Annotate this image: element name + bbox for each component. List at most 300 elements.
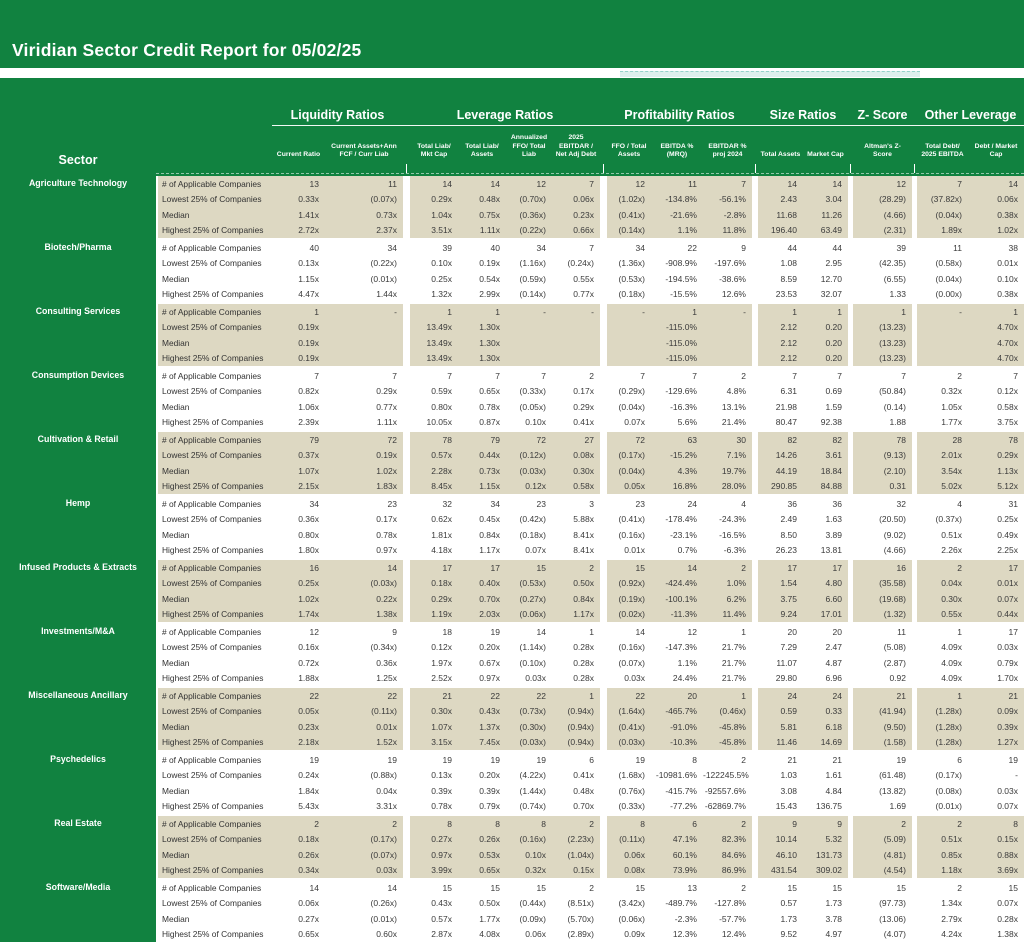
cell: 11.68 — [776, 209, 797, 220]
row-label: # of Applicable Companies — [162, 818, 262, 829]
cell: (0.27x) — [519, 593, 546, 604]
cell: 0.12x — [525, 481, 546, 492]
cell: 17 — [490, 562, 500, 573]
cell: 1.18x — [941, 865, 962, 876]
table-row — [158, 256, 1024, 272]
column-group-label: Liquidity Ratios — [290, 108, 385, 122]
cell: 21.7% — [721, 673, 746, 684]
cell: 14 — [687, 562, 697, 573]
cell: 7 — [392, 370, 397, 381]
cell: (0.14x) — [618, 225, 645, 236]
cell: 1 — [957, 690, 962, 701]
cell: 1.69 — [889, 801, 906, 812]
cell: 34 — [536, 242, 546, 253]
cell: 0.07x — [997, 593, 1018, 604]
cell: 21 — [1008, 690, 1018, 701]
cell: (0.42x) — [519, 514, 546, 525]
cell: 9 — [837, 818, 842, 829]
cell: 0.01x — [997, 578, 1018, 589]
cell: 11 — [897, 626, 906, 637]
cell: 3.15x — [431, 737, 452, 748]
cell: (0.53x) — [618, 273, 645, 284]
cell: 2.12 — [780, 322, 797, 333]
cell: 9.52 — [780, 929, 797, 940]
cell: 1 — [741, 690, 746, 701]
cell: (0.14) — [883, 401, 906, 412]
cell: 86.9% — [721, 865, 746, 876]
column-gutter — [600, 448, 607, 464]
cell: 13.1% — [721, 401, 746, 412]
cell: 14 — [787, 178, 797, 189]
cell: 39 — [442, 242, 452, 253]
sector-block — [0, 304, 1024, 366]
cell: 1.02x — [997, 225, 1018, 236]
column-gutter — [600, 688, 607, 704]
cell: 8.50 — [780, 529, 797, 540]
cell: 0.59 — [780, 706, 797, 717]
table-row — [158, 896, 1024, 912]
column-gutter — [403, 655, 410, 671]
cell: 14 — [442, 178, 452, 189]
cell: 39 — [896, 242, 906, 253]
cell: -77.2% — [670, 801, 697, 812]
cell: 22 — [687, 242, 697, 253]
table-row — [158, 624, 1024, 640]
cell: 0.20x — [479, 770, 500, 781]
cell: 0.20x — [479, 642, 500, 653]
column-header: Total Debt/ 2025 EBITDA — [921, 142, 964, 159]
cell: 72 — [635, 434, 645, 445]
cell: 11 — [388, 178, 397, 189]
cell: (1.64x) — [618, 706, 645, 717]
column-gutter — [600, 927, 607, 943]
cell: 2 — [589, 818, 594, 829]
cell: 0.23x — [573, 209, 594, 220]
cell: (1.58) — [883, 737, 906, 748]
cell: 1.38x — [997, 929, 1018, 940]
table-row — [158, 304, 1024, 320]
cell: (0.41x) — [618, 209, 645, 220]
table-row — [158, 607, 1024, 623]
cell: 2.39x — [298, 417, 319, 428]
cell: (42.35) — [879, 258, 906, 269]
teal-highlight-bar — [620, 71, 920, 77]
column-gutter — [600, 479, 607, 495]
cell: (97.73) — [879, 898, 906, 909]
cell: 19 — [309, 754, 319, 765]
cell: 15 — [787, 882, 797, 893]
cell: 9 — [392, 626, 397, 637]
cell: 92.38 — [820, 417, 842, 428]
column-gutter — [403, 783, 410, 799]
cell: -10981.6% — [655, 770, 697, 781]
sector-label: Consumption Devices — [31, 369, 125, 380]
cell: (0.11x) — [371, 706, 397, 717]
column-gutter — [403, 591, 410, 607]
cell: 0.03x — [997, 642, 1018, 653]
table-row — [158, 320, 1024, 336]
cell: 0.34x — [298, 865, 319, 876]
row-label: Lowest 25% of Companies — [162, 834, 262, 845]
cell: -489.7% — [665, 898, 697, 909]
cell: 4.09x — [941, 673, 962, 684]
cell: 15 — [536, 882, 546, 893]
cell: 14 — [832, 178, 842, 189]
cell: (0.94x) — [567, 706, 594, 717]
cell: 1.81x — [431, 529, 452, 540]
table-row — [158, 752, 1024, 768]
column-gutter — [403, 799, 410, 815]
row-label: Median — [162, 593, 190, 604]
table-row — [158, 271, 1024, 287]
cell: 0.06x — [298, 898, 319, 909]
cell: 2 — [741, 370, 746, 381]
cell: -424.4% — [665, 578, 697, 589]
row-label: # of Applicable Companies — [162, 498, 262, 509]
cell: 15 — [635, 882, 645, 893]
cell: 19 — [635, 754, 645, 765]
cell: (0.30x) — [519, 721, 546, 732]
cell: 32.07 — [820, 289, 842, 300]
cell: (13.23) — [879, 337, 906, 348]
cell: 17 — [1008, 562, 1018, 573]
cell: 2.18x — [298, 737, 319, 748]
cell: (9.02) — [883, 529, 906, 540]
cell: 4.70x — [997, 322, 1018, 333]
sector-rows — [156, 432, 1024, 494]
cell: 17.01 — [820, 609, 842, 620]
cell: (35.58) — [879, 578, 906, 589]
cell: -21.6% — [670, 209, 697, 220]
cell: 0.48x — [573, 785, 594, 796]
cell: 8 — [640, 818, 645, 829]
cell: 0.82x — [298, 386, 319, 397]
cell: 1.15x — [479, 481, 500, 492]
cell: 0.41x — [573, 417, 594, 428]
cell: 4 — [741, 498, 746, 509]
cell: 1.70x — [997, 673, 1018, 684]
cell: (13.23) — [879, 322, 906, 333]
cell: 1.07x — [431, 721, 452, 732]
cell: 11.26 — [821, 209, 842, 220]
cell: 44.19 — [775, 465, 797, 476]
cell: -100.1% — [665, 593, 697, 604]
column-gutter — [403, 287, 410, 303]
cell: 82 — [787, 434, 797, 445]
cell: 21 — [832, 754, 842, 765]
column-gutter — [403, 463, 410, 479]
cell: 0.45x — [479, 514, 500, 525]
column-gutter — [403, 512, 410, 528]
cell: 0.28x — [573, 657, 594, 668]
table-row — [158, 735, 1024, 751]
cell: 12.70 — [820, 273, 842, 284]
cell: 27 — [584, 434, 594, 445]
cell: (19.68) — [879, 593, 906, 604]
cell: 5.12x — [997, 481, 1018, 492]
cell: -23.1% — [670, 529, 697, 540]
cell: 0.39x — [479, 785, 500, 796]
cell: 3.51x — [431, 225, 452, 236]
cell: 0.23x — [298, 721, 319, 732]
cell: 0.75x — [479, 209, 500, 220]
cell: 14.69 — [820, 737, 842, 748]
cell: (0.44x) — [519, 898, 546, 909]
column-gutter — [600, 704, 607, 720]
cell: 4.70x — [997, 353, 1018, 364]
column-gutter — [403, 271, 410, 287]
cell: -91.0% — [670, 721, 697, 732]
cell: 2 — [957, 882, 962, 893]
cell: 19 — [442, 754, 452, 765]
cell: 0.85x — [941, 849, 962, 860]
cell: -115.0% — [665, 322, 697, 333]
cell: 0.70x — [479, 593, 500, 604]
cell: (0.04x) — [935, 273, 962, 284]
cell: 2.72x — [298, 225, 319, 236]
cell: - — [959, 306, 962, 317]
cell: (8.51x) — [567, 898, 594, 909]
header-group-divider — [848, 164, 853, 173]
cell: (0.24x) — [567, 258, 594, 269]
cell: 2.47 — [825, 642, 842, 653]
cell: 7 — [541, 370, 546, 381]
column-header: EBITDA % (MRQ) — [660, 142, 694, 159]
cell: 6 — [692, 818, 697, 829]
column-gutter — [403, 640, 410, 656]
cell: (0.59x) — [519, 273, 546, 284]
cell: 6.96 — [825, 673, 842, 684]
sector-label: Infused Products & Extracts — [19, 561, 137, 572]
row-label: Highest 25% of Companies — [162, 353, 264, 364]
cell: 0.25x — [997, 514, 1018, 525]
cell: -197.6% — [714, 258, 746, 269]
cell: 0.73x — [479, 465, 500, 476]
cell: -129.6% — [665, 386, 697, 397]
cell: (1.16x) — [519, 258, 546, 269]
column-gutter — [403, 223, 410, 239]
sector-block — [0, 880, 1024, 942]
cell: 19 — [896, 754, 906, 765]
cell: 7.1% — [726, 450, 746, 461]
cell: 4.24x — [941, 929, 962, 940]
cell: 0.30x — [431, 706, 452, 717]
cell: (0.22x) — [370, 258, 397, 269]
cell: -16.3% — [670, 401, 697, 412]
cell: (4.54) — [883, 865, 906, 876]
row-label: Highest 25% of Companies — [162, 865, 264, 876]
cell: 0.69 — [825, 386, 842, 397]
cell: (1.28x) — [935, 706, 962, 717]
sector-rows — [156, 688, 1024, 750]
cell: 22 — [309, 690, 319, 701]
cell: 0.06x — [525, 929, 546, 940]
cell: 15 — [635, 562, 645, 573]
sector-label: Agriculture Technology — [28, 177, 128, 188]
cell: 11.46 — [776, 737, 797, 748]
cell: 1.73 — [780, 913, 797, 924]
cell: 0.51x — [941, 529, 962, 540]
column-gutter — [403, 320, 410, 336]
cell: 7 — [837, 370, 842, 381]
column-gutter — [403, 896, 410, 912]
cell: 82.3% — [721, 834, 746, 845]
cell: 32 — [442, 498, 452, 509]
cell: 1.30x — [479, 353, 500, 364]
cell: (0.16x) — [618, 529, 645, 540]
column-gutter — [600, 432, 607, 448]
cell: 0.09x — [624, 929, 645, 940]
table-row — [158, 799, 1024, 815]
cell: 11.07 — [776, 657, 797, 668]
cell: 22 — [536, 690, 546, 701]
cell: (0.01x) — [370, 913, 397, 924]
cell: 5.88x — [573, 514, 594, 525]
cell: 6 — [957, 754, 962, 765]
cell: 40 — [490, 242, 500, 253]
cell: 0.66x — [573, 225, 594, 236]
cell: 38 — [1008, 242, 1018, 253]
row-label: # of Applicable Companies — [162, 626, 262, 637]
cell: 0.29x — [573, 401, 594, 412]
column-gutter — [403, 768, 410, 784]
cell: (0.37x) — [935, 514, 962, 525]
cell: 5.02x — [941, 481, 962, 492]
table-row — [158, 384, 1024, 400]
table-row — [158, 671, 1024, 687]
cell: 0.08x — [624, 865, 645, 876]
cell: (0.53x) — [519, 578, 546, 589]
cell: 0.28x — [573, 642, 594, 653]
cell: 0.18x — [298, 834, 319, 845]
cell: 1.08 — [780, 258, 797, 269]
cell: 1.17x — [479, 545, 500, 556]
table-row — [158, 192, 1024, 208]
cell: 0.36x — [298, 514, 319, 525]
cell: 3.89 — [825, 529, 842, 540]
table-row — [158, 783, 1024, 799]
column-gutter — [403, 527, 410, 543]
cell: 1.44x — [376, 289, 397, 300]
column-header: Annualized FFO/ Total Liab — [510, 133, 548, 159]
cell: (37.82x) — [930, 194, 962, 205]
column-header: Debt / Market Cap — [974, 142, 1018, 159]
column-group-label: Z- Score — [857, 108, 908, 122]
cell: 13 — [687, 882, 697, 893]
cell: 1.97x — [431, 657, 452, 668]
cell: (0.01x) — [370, 273, 397, 284]
cell: 1.38x — [376, 609, 397, 620]
cell: (5.09) — [883, 834, 906, 845]
table-row — [158, 847, 1024, 863]
sector-label: Psychedelics — [50, 753, 106, 764]
cell: 0.28x — [997, 913, 1018, 924]
cell: (0.12x) — [519, 450, 546, 461]
row-label: Lowest 25% of Companies — [162, 898, 262, 909]
row-label: Highest 25% of Companies — [162, 673, 264, 684]
column-gutter — [403, 607, 410, 623]
cell: 1.41x — [298, 209, 319, 220]
cell: 0.04x — [376, 785, 397, 796]
cell: 0.22x — [376, 593, 397, 604]
cell: 1.89x — [941, 225, 962, 236]
cell: (0.16x) — [618, 642, 645, 653]
cell: 60.1% — [672, 849, 697, 860]
sector-column-header: Sector — [58, 153, 98, 167]
sector-block — [0, 176, 1024, 238]
sector-rows — [156, 368, 1024, 430]
column-gutter — [600, 719, 607, 735]
cell: 84.6% — [721, 849, 746, 860]
cell: 1 — [741, 626, 746, 637]
cell: (0.08x) — [935, 785, 962, 796]
cell: 3.75x — [997, 417, 1018, 428]
cell: 17 — [1008, 626, 1018, 637]
cell: 1.83x — [376, 481, 397, 492]
cell: 2.25x — [997, 545, 1018, 556]
column-gutter — [600, 847, 607, 863]
cell: 2.12 — [780, 353, 797, 364]
row-label: Median — [162, 657, 190, 668]
row-label: Median — [162, 401, 190, 412]
cell: 0.58x — [997, 401, 1018, 412]
cell: 1.77x — [941, 417, 962, 428]
cell: 0.55x — [573, 273, 594, 284]
row-label: Lowest 25% of Companies — [162, 642, 262, 653]
cell: 13.49x — [426, 353, 452, 364]
cell: 8.59 — [780, 273, 797, 284]
cell: 2 — [957, 370, 962, 381]
cell: (0.07x) — [370, 849, 397, 860]
cell: 0.77x — [376, 401, 397, 412]
cell: - — [642, 306, 645, 317]
cell: 0.33 — [825, 706, 842, 717]
column-gutter — [600, 351, 607, 367]
cell: (0.03x) — [370, 578, 397, 589]
row-label: # of Applicable Companies — [162, 306, 262, 317]
cell: 9 — [792, 818, 797, 829]
cell: (0.04x) — [618, 465, 645, 476]
cell: -45.8% — [719, 721, 746, 732]
sector-rows — [156, 752, 1024, 814]
sector-rows — [156, 816, 1024, 878]
cell: -10.3% — [670, 737, 697, 748]
cell: 72 — [536, 434, 546, 445]
sector-block — [0, 624, 1024, 686]
cell: 44 — [832, 242, 842, 253]
cell: 21 — [787, 754, 797, 765]
cell: 1.27x — [997, 737, 1018, 748]
cell: 2 — [589, 370, 594, 381]
sector-label: Consulting Services — [35, 305, 121, 316]
cell: 1.74x — [298, 609, 319, 620]
cell: 22 — [490, 690, 500, 701]
cell: 15 — [442, 882, 452, 893]
cell: 0.01x — [997, 258, 1018, 269]
cell: 196.40 — [771, 225, 797, 236]
cell: 0.73x — [376, 209, 397, 220]
row-label: Median — [162, 849, 190, 860]
table-row — [158, 832, 1024, 848]
cell: (0.18x) — [519, 529, 546, 540]
cell: -194.5% — [665, 273, 697, 284]
table-header — [0, 78, 1024, 176]
cell: 1 — [1013, 306, 1018, 317]
cell: 2.26x — [941, 545, 962, 556]
cell: (1.28x) — [935, 737, 962, 748]
row-label: Median — [162, 273, 190, 284]
cell: 17 — [442, 562, 452, 573]
